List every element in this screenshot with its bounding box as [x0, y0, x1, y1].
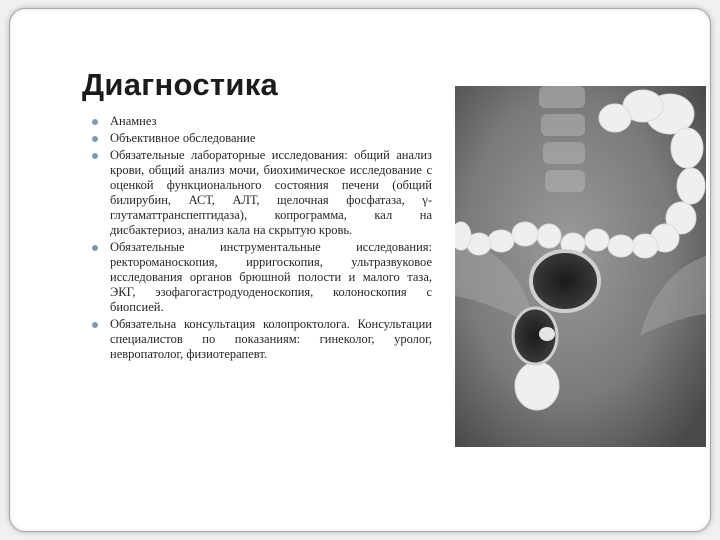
- bullet-text: Обязательные инструментальные исследования: ректороманоскопия, ирригоскопия, ультразвуковое исследования органов брюшной полости и малого таза, ЭКГ, эзофагогастродуоденоскопия, колоноскопия с биопсией.: [110, 240, 432, 314]
- bullet-icon: [92, 136, 98, 142]
- slide-title: Диагностика: [82, 67, 279, 102]
- bullet-item: [90, 114, 432, 129]
- bullet-item: [90, 148, 432, 238]
- bullet-item: [90, 317, 432, 362]
- bullet-list: [90, 114, 432, 364]
- bullet-icon: [92, 119, 98, 125]
- bullet-text: Обязательна консультация колопроктолога. Консультации специалистов по показаниям: гинеколог, уролог, невропатолог, физиотерапевт.: [110, 317, 432, 361]
- bullet-text: Анамнез: [110, 114, 157, 128]
- bullet-icon: [92, 153, 98, 159]
- xray-icon: [455, 86, 706, 447]
- bullet-icon: [92, 245, 98, 251]
- bullet-item: [90, 240, 432, 315]
- bullet-icon: [92, 322, 98, 328]
- bullet-text: Объективное обследование: [110, 131, 256, 145]
- bullet-text: Обязательные лабораторные исследования: общий анализ крови, общий анализ мочи, биохимическое исследование с оценкой функционального состояния печени (общий билирубин, АСТ, АЛТ, щелочная фосфатаза, γ-глутаматтранспептидаза), копрограмма, кал на дисбактериоз, анализ кала на скрытую кровь.: [110, 148, 432, 237]
- xray-image: [455, 86, 706, 447]
- bullet-item: [90, 131, 432, 146]
- slide: [9, 8, 711, 532]
